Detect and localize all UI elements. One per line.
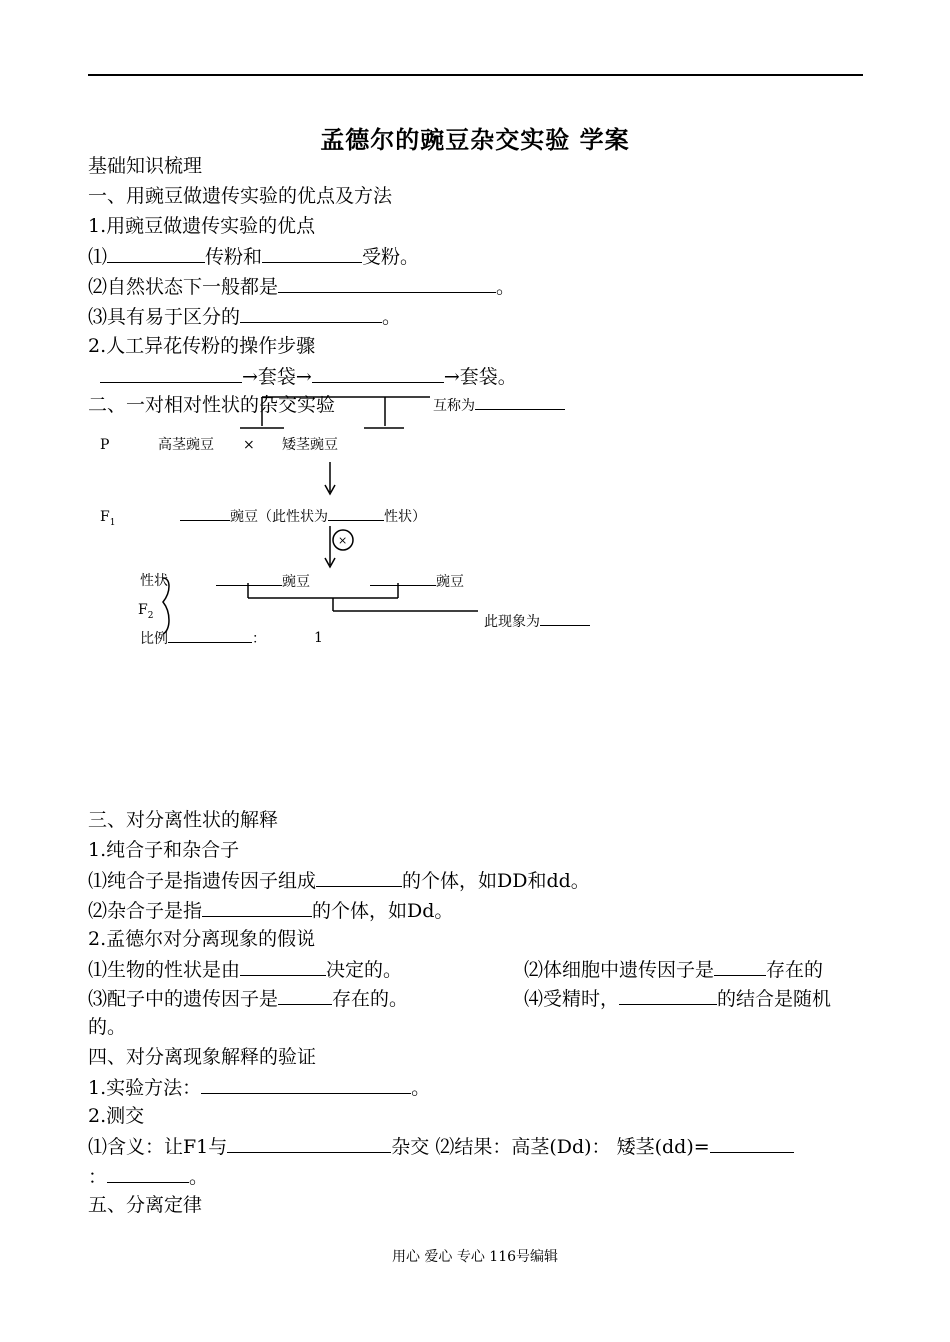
hypothesis-3-suffix: 存在的。 <box>332 988 409 1010</box>
testcross-end: 。 <box>189 1166 209 1188</box>
hypothesis-2 <box>524 957 823 982</box>
hypothesis-1-prefix: ⑴生物的性状是由 <box>88 959 241 981</box>
hypothesis-4 <box>524 986 831 1011</box>
pea-2-text: 豌豆 <box>436 574 464 590</box>
f1-trait-text: 性状） <box>384 509 426 525</box>
hypothesis-1-suffix: 决定的。 <box>326 959 403 981</box>
homozygote-suffix: 的个体，如DD和dd。 <box>402 870 590 892</box>
advantage-3-suffix: 。 <box>382 306 402 328</box>
fill-blank[interactable] <box>619 986 717 1005</box>
fill-blank[interactable] <box>540 612 590 626</box>
p-label: P <box>100 437 110 453</box>
ratio-one: 1 <box>314 630 323 646</box>
short-pea: 矮茎豌豆 <box>282 437 338 453</box>
heterozygote-suffix: 的个体，如Dd。 <box>312 900 454 922</box>
fill-blank[interactable] <box>328 507 384 521</box>
homozygote-def <box>88 868 590 893</box>
hypothesis-2-prefix: ⑵体细胞中遗传因子是 <box>524 959 715 981</box>
f2-subscript: 2 <box>147 610 154 621</box>
section-5-heading: 五、分离定律 <box>88 1194 203 1216</box>
section-3-heading: 三、对分离性状的解释 <box>88 809 279 831</box>
hypothesis-3-prefix: ⑶配子中的遗传因子是 <box>88 988 279 1010</box>
fill-blank[interactable] <box>370 572 436 586</box>
hypothesis-4-prefix: ⑷受精时， <box>524 988 620 1010</box>
hypothesis-2-suffix: 存在的 <box>766 959 824 981</box>
hypothesis-1 <box>88 957 402 982</box>
section-2-heading: 二、一对相对性状的杂交实验 <box>88 394 336 416</box>
advantage-3-prefix: ⑶具有易于区分的 <box>88 306 241 328</box>
f2-letter: F <box>138 602 148 618</box>
fill-blank[interactable] <box>714 957 766 976</box>
hypothesis-4-end: 的。 <box>88 1016 127 1038</box>
phenomenon-row <box>484 612 590 631</box>
steps-b: →套袋。 <box>443 366 517 388</box>
section-1-heading: 一、用豌豆做遗传实验的优点及方法 <box>88 185 393 207</box>
heterozygote-def <box>88 898 453 923</box>
section-1-sub-2: 2.人工异花传粉的操作步骤 <box>88 335 316 357</box>
f1-row <box>180 507 426 526</box>
fill-blank[interactable] <box>201 1075 411 1094</box>
fill-blank[interactable] <box>710 1134 794 1153</box>
fill-blank[interactable] <box>107 1164 189 1183</box>
hypothesis-3 <box>88 986 408 1011</box>
method-suffix: 。 <box>411 1077 431 1099</box>
hypothesis-4-suffix: 的结合是随机 <box>717 988 832 1010</box>
fill-blank[interactable] <box>180 507 230 521</box>
fill-blank[interactable] <box>227 1134 391 1153</box>
phenomenon-label: 此现象为 <box>484 614 540 630</box>
advantage-2-suffix: 。 <box>496 276 516 298</box>
ratio-label: 比例 <box>140 631 168 647</box>
fill-blank[interactable] <box>240 957 326 976</box>
f2-pea-2 <box>370 572 464 591</box>
fill-blank[interactable] <box>316 868 402 887</box>
fill-blank[interactable] <box>216 572 282 586</box>
mutual-label <box>433 396 565 415</box>
homozygote-prefix: ⑴纯合子是指遗传因子组成 <box>88 870 317 892</box>
testcross-row-2 <box>88 1164 208 1189</box>
page-footer: 用心 爱心 专心 116号编辑 <box>391 1249 559 1265</box>
ratio-colon: ： <box>252 631 266 647</box>
testcross-row <box>88 1134 794 1159</box>
cross-symbol: × <box>243 437 255 453</box>
section-3-sub-2: 2.孟德尔对分离现象的假说 <box>88 928 316 950</box>
testcross-prefix: ⑴含义：让F1与 <box>88 1136 228 1158</box>
f1-label <box>100 508 115 532</box>
section-4-sub-2: 2.测交 <box>88 1105 145 1127</box>
section-4-heading: 四、对分离现象解释的验证 <box>88 1046 317 1068</box>
f2-pea-1 <box>216 572 310 591</box>
advantage-1-prefix: ⑴ <box>88 246 108 268</box>
heterozygote-prefix: ⑵杂合子是指 <box>88 900 203 922</box>
method-row <box>88 1075 430 1100</box>
trait-label: 性状 <box>140 573 168 589</box>
section-3-sub-1: 1.纯合子和杂合子 <box>88 839 240 861</box>
steps-a: →套袋→ <box>242 366 312 388</box>
advantage-1-mid: 传粉和 <box>205 246 263 268</box>
ratio-row <box>140 629 266 648</box>
testcross-colon: ： <box>88 1166 108 1188</box>
basics-heading: 基础知识梳理 <box>88 155 203 177</box>
section-1-sub-1: 1.用豌豆做遗传实验的优点 <box>88 215 316 237</box>
fill-blank[interactable] <box>278 986 332 1005</box>
advantage-1-suffix: 受粉。 <box>362 246 420 268</box>
f2-label <box>138 601 153 625</box>
f1-subscript: 1 <box>109 517 116 528</box>
page-title: 孟德尔的豌豆杂交实验 学案 <box>320 125 630 154</box>
testcross-mid: 杂交 ⑵结果：高茎(Dd)： 矮茎(dd)= <box>391 1136 710 1158</box>
method-prefix: 1.实验方法： <box>88 1077 202 1099</box>
fill-blank[interactable] <box>475 396 565 410</box>
mutual-text: 互称为 <box>433 398 475 414</box>
fill-blank[interactable] <box>168 629 252 643</box>
tall-pea: 高茎豌豆 <box>158 437 214 453</box>
fill-blank[interactable] <box>202 898 312 917</box>
f1-pea-text: 豌豆（此性状为 <box>230 509 328 525</box>
pea-1-text: 豌豆 <box>282 574 310 590</box>
self-cross-symbol: × <box>338 534 348 547</box>
f1-letter: F <box>100 509 110 525</box>
advantage-2-prefix: ⑵自然状态下一般都是 <box>88 276 279 298</box>
